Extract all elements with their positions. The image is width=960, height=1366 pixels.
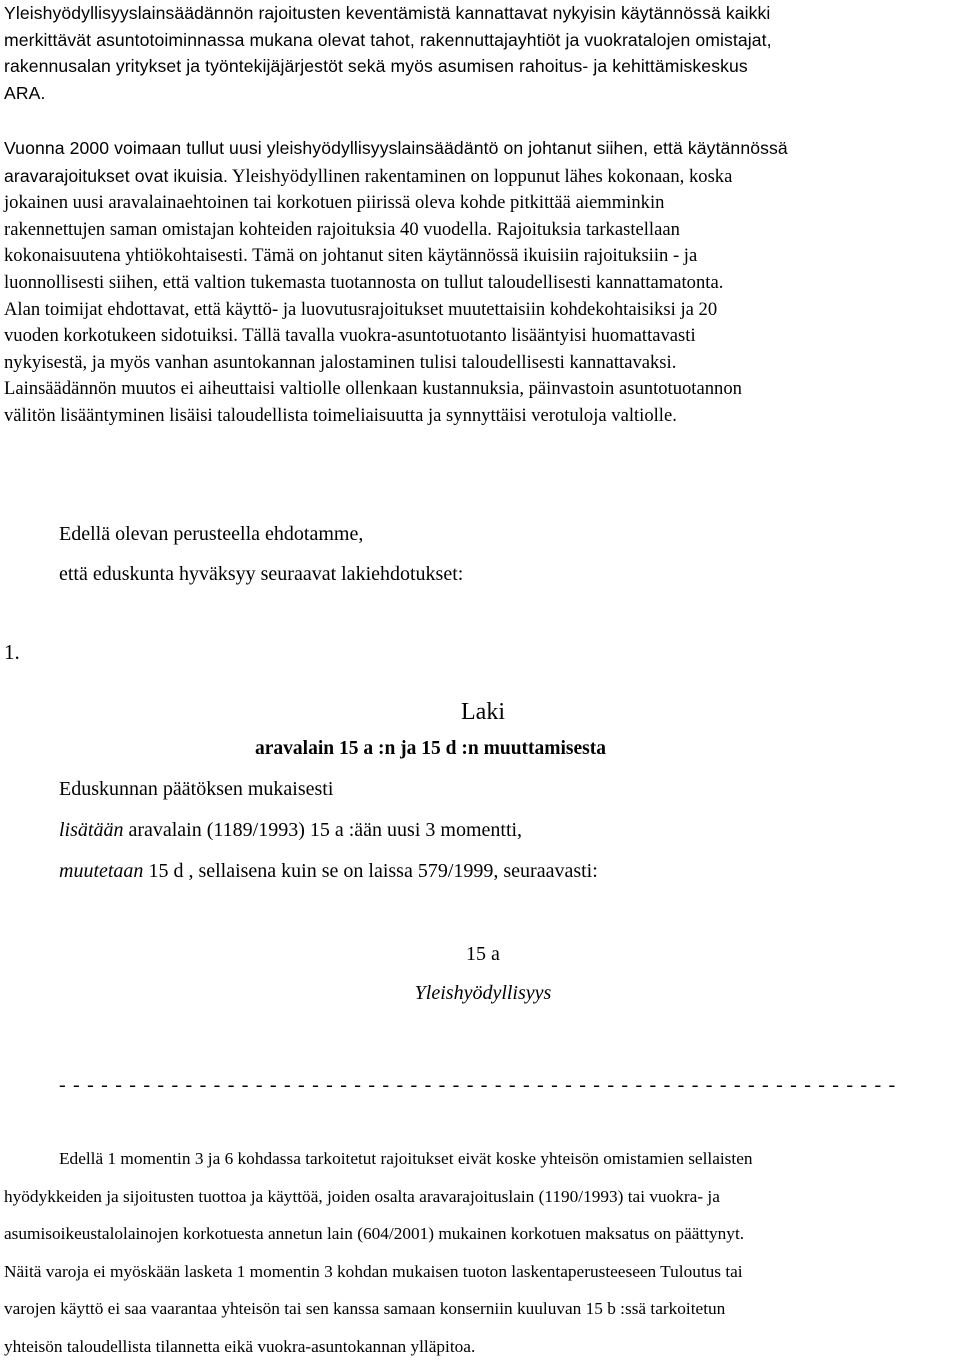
paragraph-line: Tällä tavalla vuokra-asuntotuotanto lisääntyisi huomattavasti bbox=[237, 325, 696, 347]
paragraph-line: kokonaisuutena yhtiökohtaisesti. bbox=[4, 245, 248, 267]
section-line: Näitä varoja ei myöskään lasketa 1 momentin 3 kohdan mukaisen tuoton laskentaperusteeseen Tuloutus tai bbox=[4, 1261, 743, 1281]
law-subtitle: aravalain 15 a :n ja 15 d :n muuttamisesta bbox=[255, 738, 607, 759]
paragraph-line: jokainen uusi aravalainaehtoinen tai korkotuen piirissä oleva kohde pitkittää aiemminkin bbox=[4, 192, 665, 214]
paragraph-line: nykyisestä, ja myös vanhan asuntokannan jalostaminen tulisi taloudellisesti kannattavaksi. bbox=[4, 351, 677, 373]
amend-rest: 15 d , sellaisena kuin se on laissa 579/1999, seuraavasti: bbox=[143, 860, 598, 882]
add-verb: lisätään bbox=[59, 819, 124, 841]
add-rest: aravalain (1189/1993) 15 a :ään uusi 3 momentti, bbox=[123, 819, 523, 841]
proposal-line-1: Edellä olevan perusteella ehdotamme, bbox=[59, 523, 364, 545]
paragraph-line: luonnollisesti siihen, että valtion tukemasta tuotannosta on tullut taloudellisesti kannattamatonta. bbox=[4, 271, 724, 293]
section-line: asumisoikeustalolainojen korkotuesta annetun lain (604/2001) mukainen korkotuen maksatus on päättynyt. bbox=[4, 1224, 745, 1244]
item-number: 1. bbox=[4, 640, 20, 664]
amend-line bbox=[59, 860, 598, 883]
section-title-text: Yleishyödyllisyys bbox=[414, 982, 552, 1004]
paragraph-line: Tämä on johtanut siten käytännössä ikuisiin rajoituksiin - ja bbox=[247, 245, 698, 267]
proposal-line-2: että eduskunta hyväksyy seuraavat lakiehdotukset: bbox=[59, 563, 464, 585]
section-line: yhteisön taloudellista tilannetta eikä vuokra-asuntokannan ylläpitoa. bbox=[4, 1336, 476, 1356]
paragraph-line: Yleishyödyllisyyslainsäädännön rajoitusten keventämistä kannattavat nykyisin käytännössä kaikki bbox=[4, 3, 771, 23]
paragraph-line: Vuonna 2000 voimaan tullut uusi yleishyödyllisyyslainsäädäntö on johtanut siihen, että käytännössä bbox=[4, 138, 788, 158]
paragraph-line: Alan toimijat ehdottavat, että käyttö- ja luovutusrajoitukset muutettaisiin kohdekohtaisiksi ja 20 bbox=[4, 298, 718, 320]
section-title bbox=[0, 982, 960, 1005]
amend-verb: muutetaan bbox=[59, 860, 144, 882]
section-line: Edellä 1 momentin 3 ja 6 kohdassa tarkoitetut rajoitukset eivät koske yhteisön omistamien sellaisten bbox=[59, 1149, 753, 1168]
paragraph-line: Rajoituksia tarkastellaan bbox=[491, 218, 680, 240]
paragraph-line: Yleishyödyllinen rakentaminen on loppunut lähes kokonaan, koska bbox=[228, 165, 733, 187]
paragraph-line: merkittävät asuntotoiminnassa mukana olevat tahot, rakennuttajayhtiöt ja vuokratalojen omistajat, bbox=[4, 29, 772, 50]
paragraph-line: rakennusalan yritykset ja työntekijäjärjestöt sekä myös asumisen rahoitus- ja kehittämiskeskus bbox=[4, 56, 748, 77]
section-line: hyödykkeiden ja sijoitusten tuottoa ja käyttöä, joiden osalta aravarajoituslain (1190/1993) tai vuokra- ja bbox=[4, 1186, 720, 1206]
paragraph-line: ARA. bbox=[4, 82, 46, 103]
section-number: 15 a bbox=[466, 943, 500, 965]
paragraph-line: aravarajoitukset ovat ikuisia. bbox=[4, 165, 229, 186]
section-text bbox=[4, 1140, 959, 1366]
decision-line: Eduskunnan päätöksen mukaisesti bbox=[59, 778, 334, 800]
paragraph-line: vuoden korkotukeen sidotuiksi. bbox=[4, 325, 238, 347]
paragraph-support bbox=[4, 0, 959, 106]
law-title: Laki bbox=[461, 699, 505, 725]
section-line: varojen käyttö ei saa vaarantaa yhteisön tai sen kanssa samaan konserniin kuuluvan 15 b :ssä tarkoitetun bbox=[4, 1299, 726, 1319]
paragraph-justification bbox=[4, 135, 959, 430]
omitted-text-divider: - - - - - - - - - - - - - - - - - - - - - - - - - - - - - - - - - - - - - - - - - - - - - - - - - - - - - - - - - - - - bbox=[59, 1074, 897, 1096]
paragraph-line: Lainsäädännön muutos ei aiheuttaisi valtiolle ollenkaan kustannuksia, päinvastoin asuntotuotannon bbox=[4, 378, 742, 400]
add-line bbox=[59, 819, 522, 842]
paragraph-line: rakennettujen saman omistajan kohteiden rajoituksia 40 vuodella. bbox=[4, 218, 492, 240]
paragraph-line: välitön lisääntyminen lisäisi taloudellista toimeliaisuutta ja synnyttäisi verotuloja valtiolle. bbox=[4, 404, 677, 426]
